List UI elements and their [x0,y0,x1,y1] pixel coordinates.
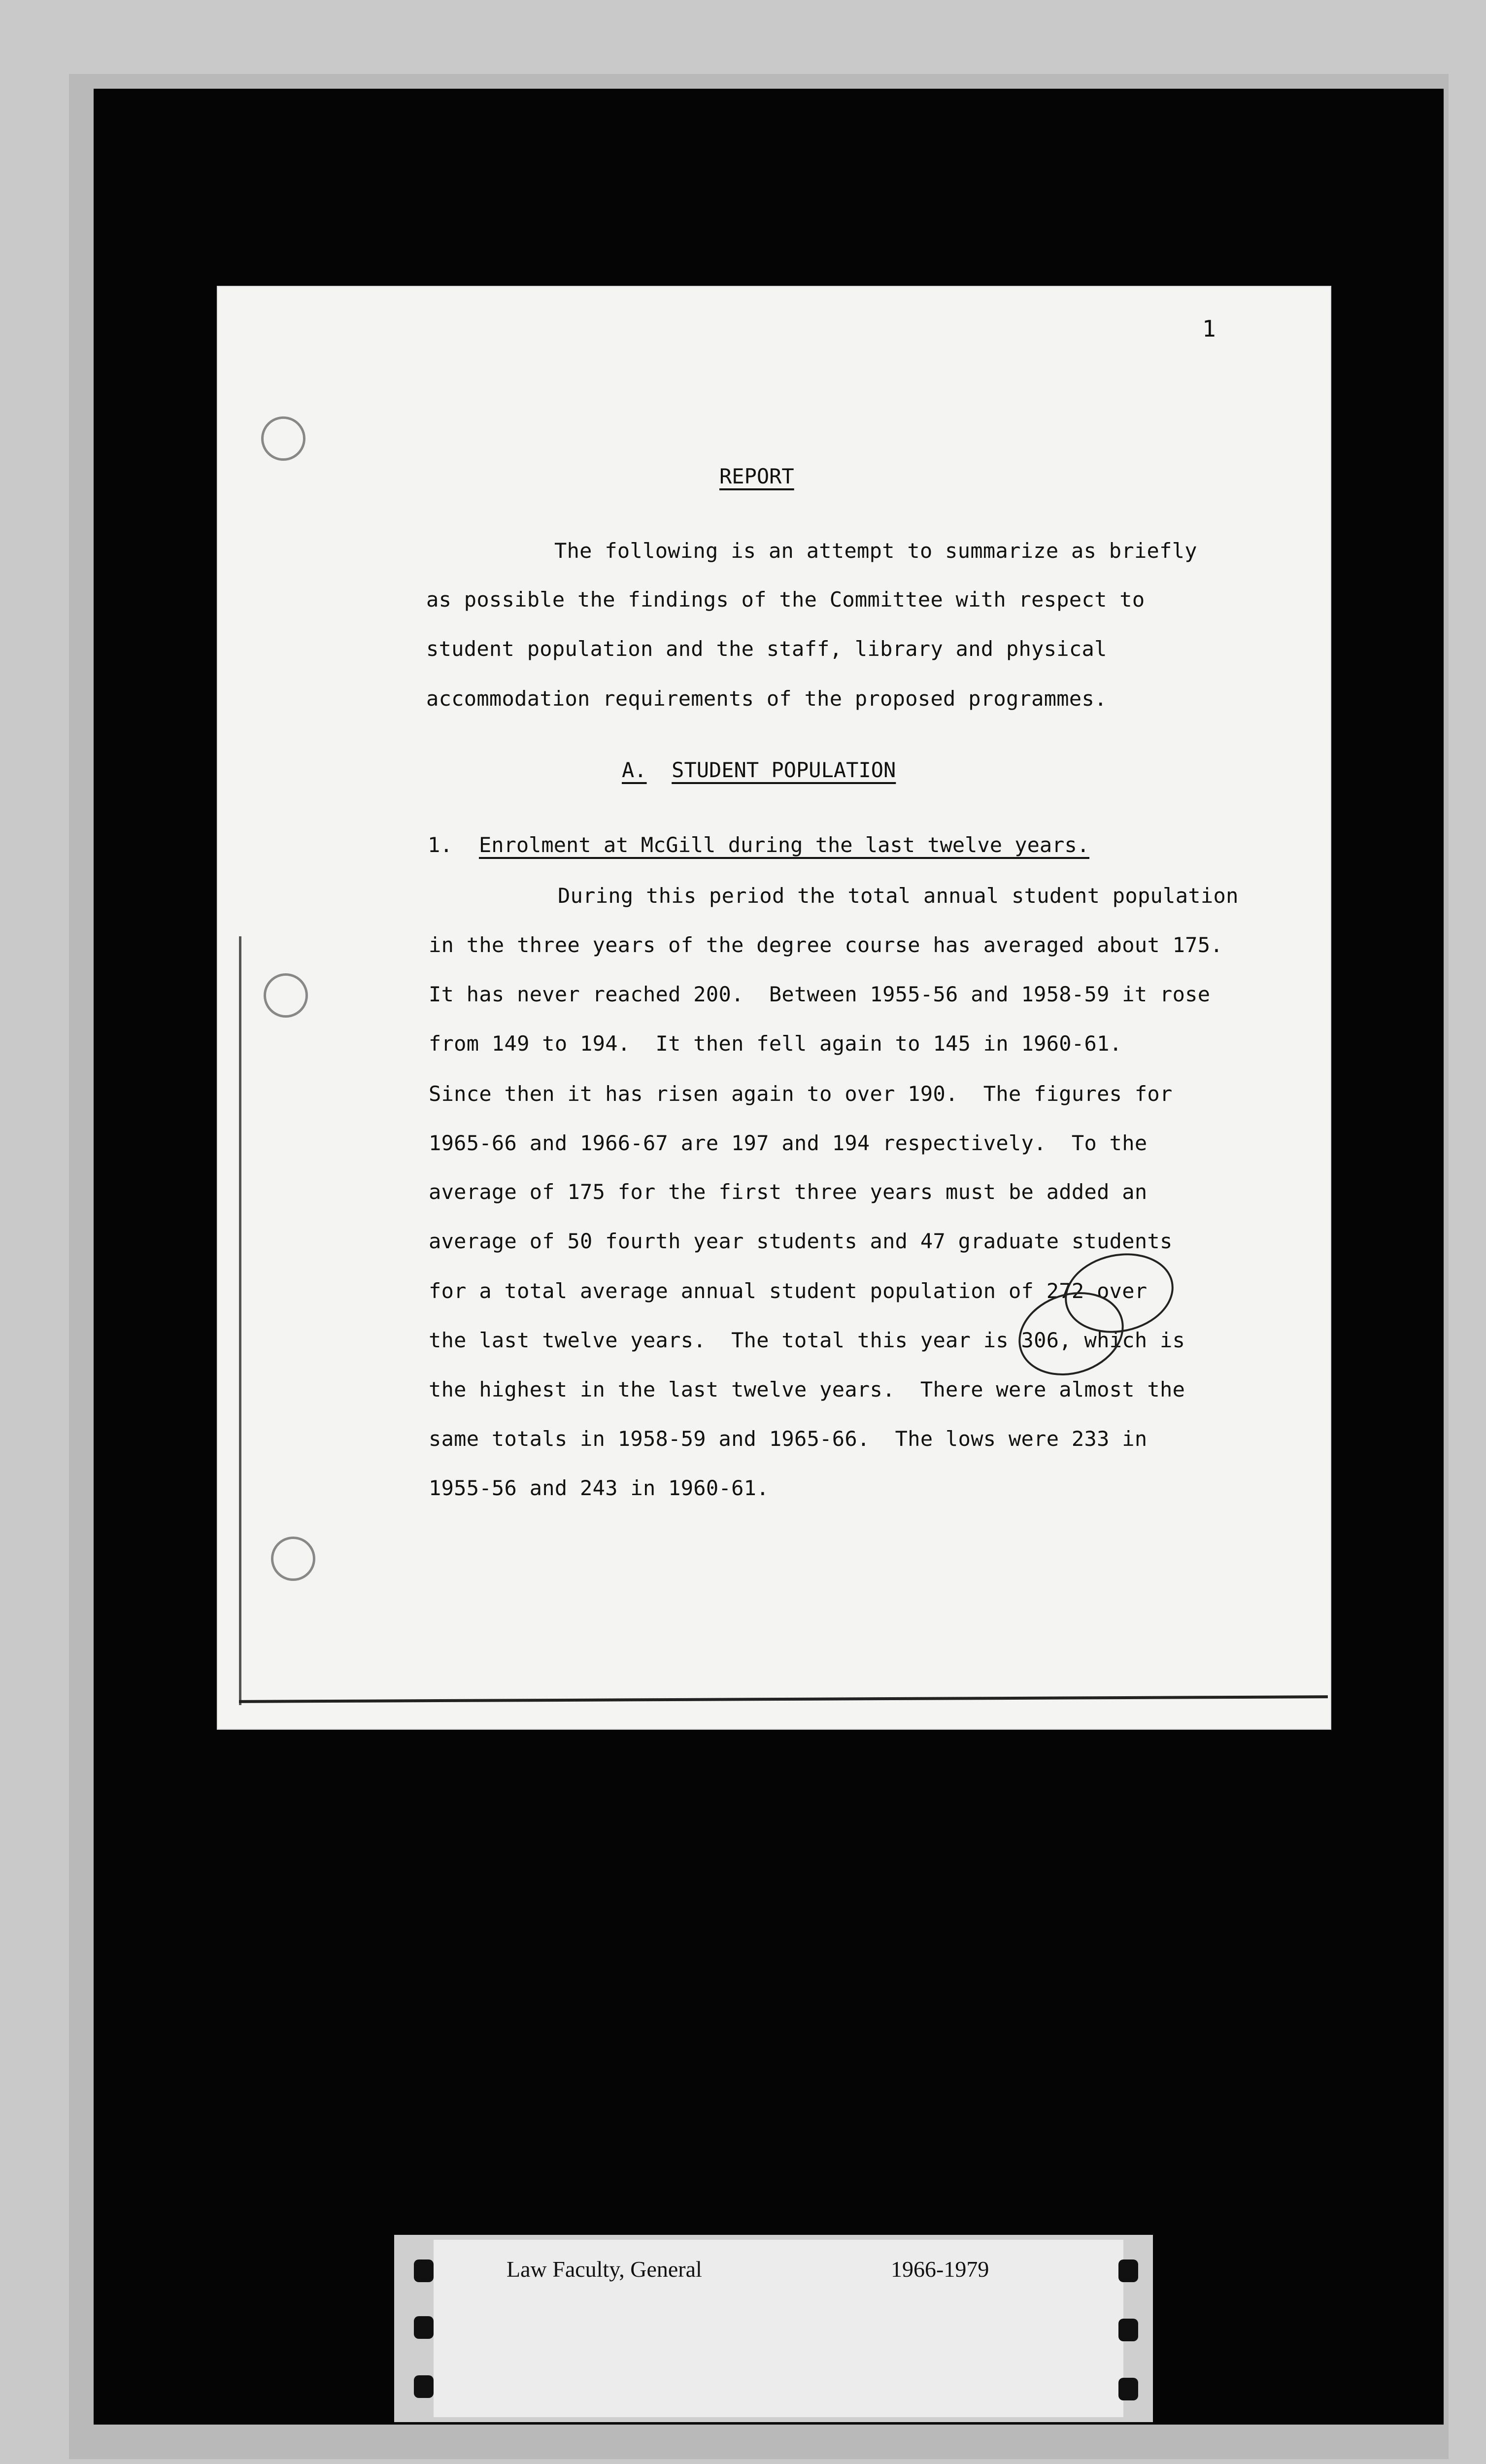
report-title: REPORT [719,464,794,488]
body-line: the highest in the last twelve years. There were almost the [429,1377,1185,1402]
intro-line: student population and the staff, library and physical [426,637,1107,661]
collection-label: Law Faculty, General [507,2257,702,2282]
punch-hole-top [261,416,305,461]
subsection-title: Enrolment at McGill during the last twelve years. [479,833,1090,857]
intro-line: accommodation requirements of the proposed programmes. [426,686,1107,711]
body-line: for a total average annual student population of 272 over [429,1279,1148,1303]
film-sprocket-hole [414,2316,434,2339]
body-line: During this period the total annual student population [558,884,1239,908]
body-line: in the three years of the degree course has averaged about 175. [429,933,1223,957]
body-line: average of 50 fourth year students and 47 graduate students [429,1229,1173,1253]
body-line: Since then it has risen again to over 190. The figures for [429,1082,1173,1106]
document-page [217,286,1331,1730]
section-heading [622,758,896,782]
page-number: 1 [1202,315,1216,342]
film-sprocket-hole [1118,2378,1138,2400]
date-range-label: 1966-1979 [891,2257,989,2282]
subsection-number: 1. [428,833,453,857]
film-sprocket-hole [1118,2319,1138,2341]
body-line: the last twelve years. The total this year is 306, which is [429,1328,1185,1352]
film-sprocket-hole [414,2259,434,2282]
body-line: 1955-56 and 243 in 1960-61. [429,1476,769,1500]
intro-line: as possible the findings of the Committee with respect to [426,587,1145,612]
page-edge-line [239,936,241,1705]
body-line: same totals in 1958-59 and 1965-66. The lows were 233 in [429,1427,1148,1451]
film-sprocket-hole [1118,2259,1138,2282]
intro-line: The following is an attempt to summarize as briefly [554,539,1197,563]
film-sprocket-hole [414,2375,434,2398]
body-line: It has never reached 200. Between 1955-56 and 1958-59 it rose [429,982,1211,1006]
section-prefix: A. [622,758,647,782]
body-line: 1965-66 and 1966-67 are 197 and 194 respectively. To the [429,1131,1148,1155]
punch-hole-bottom [271,1537,315,1581]
body-line: average of 175 for the first three years must be added an [429,1180,1148,1204]
punch-hole-middle [264,973,308,1018]
body-line: from 149 to 194. It then fell again to 145 in 1960-61. [429,1031,1122,1056]
section-title: STUDENT POPULATION [672,758,896,782]
